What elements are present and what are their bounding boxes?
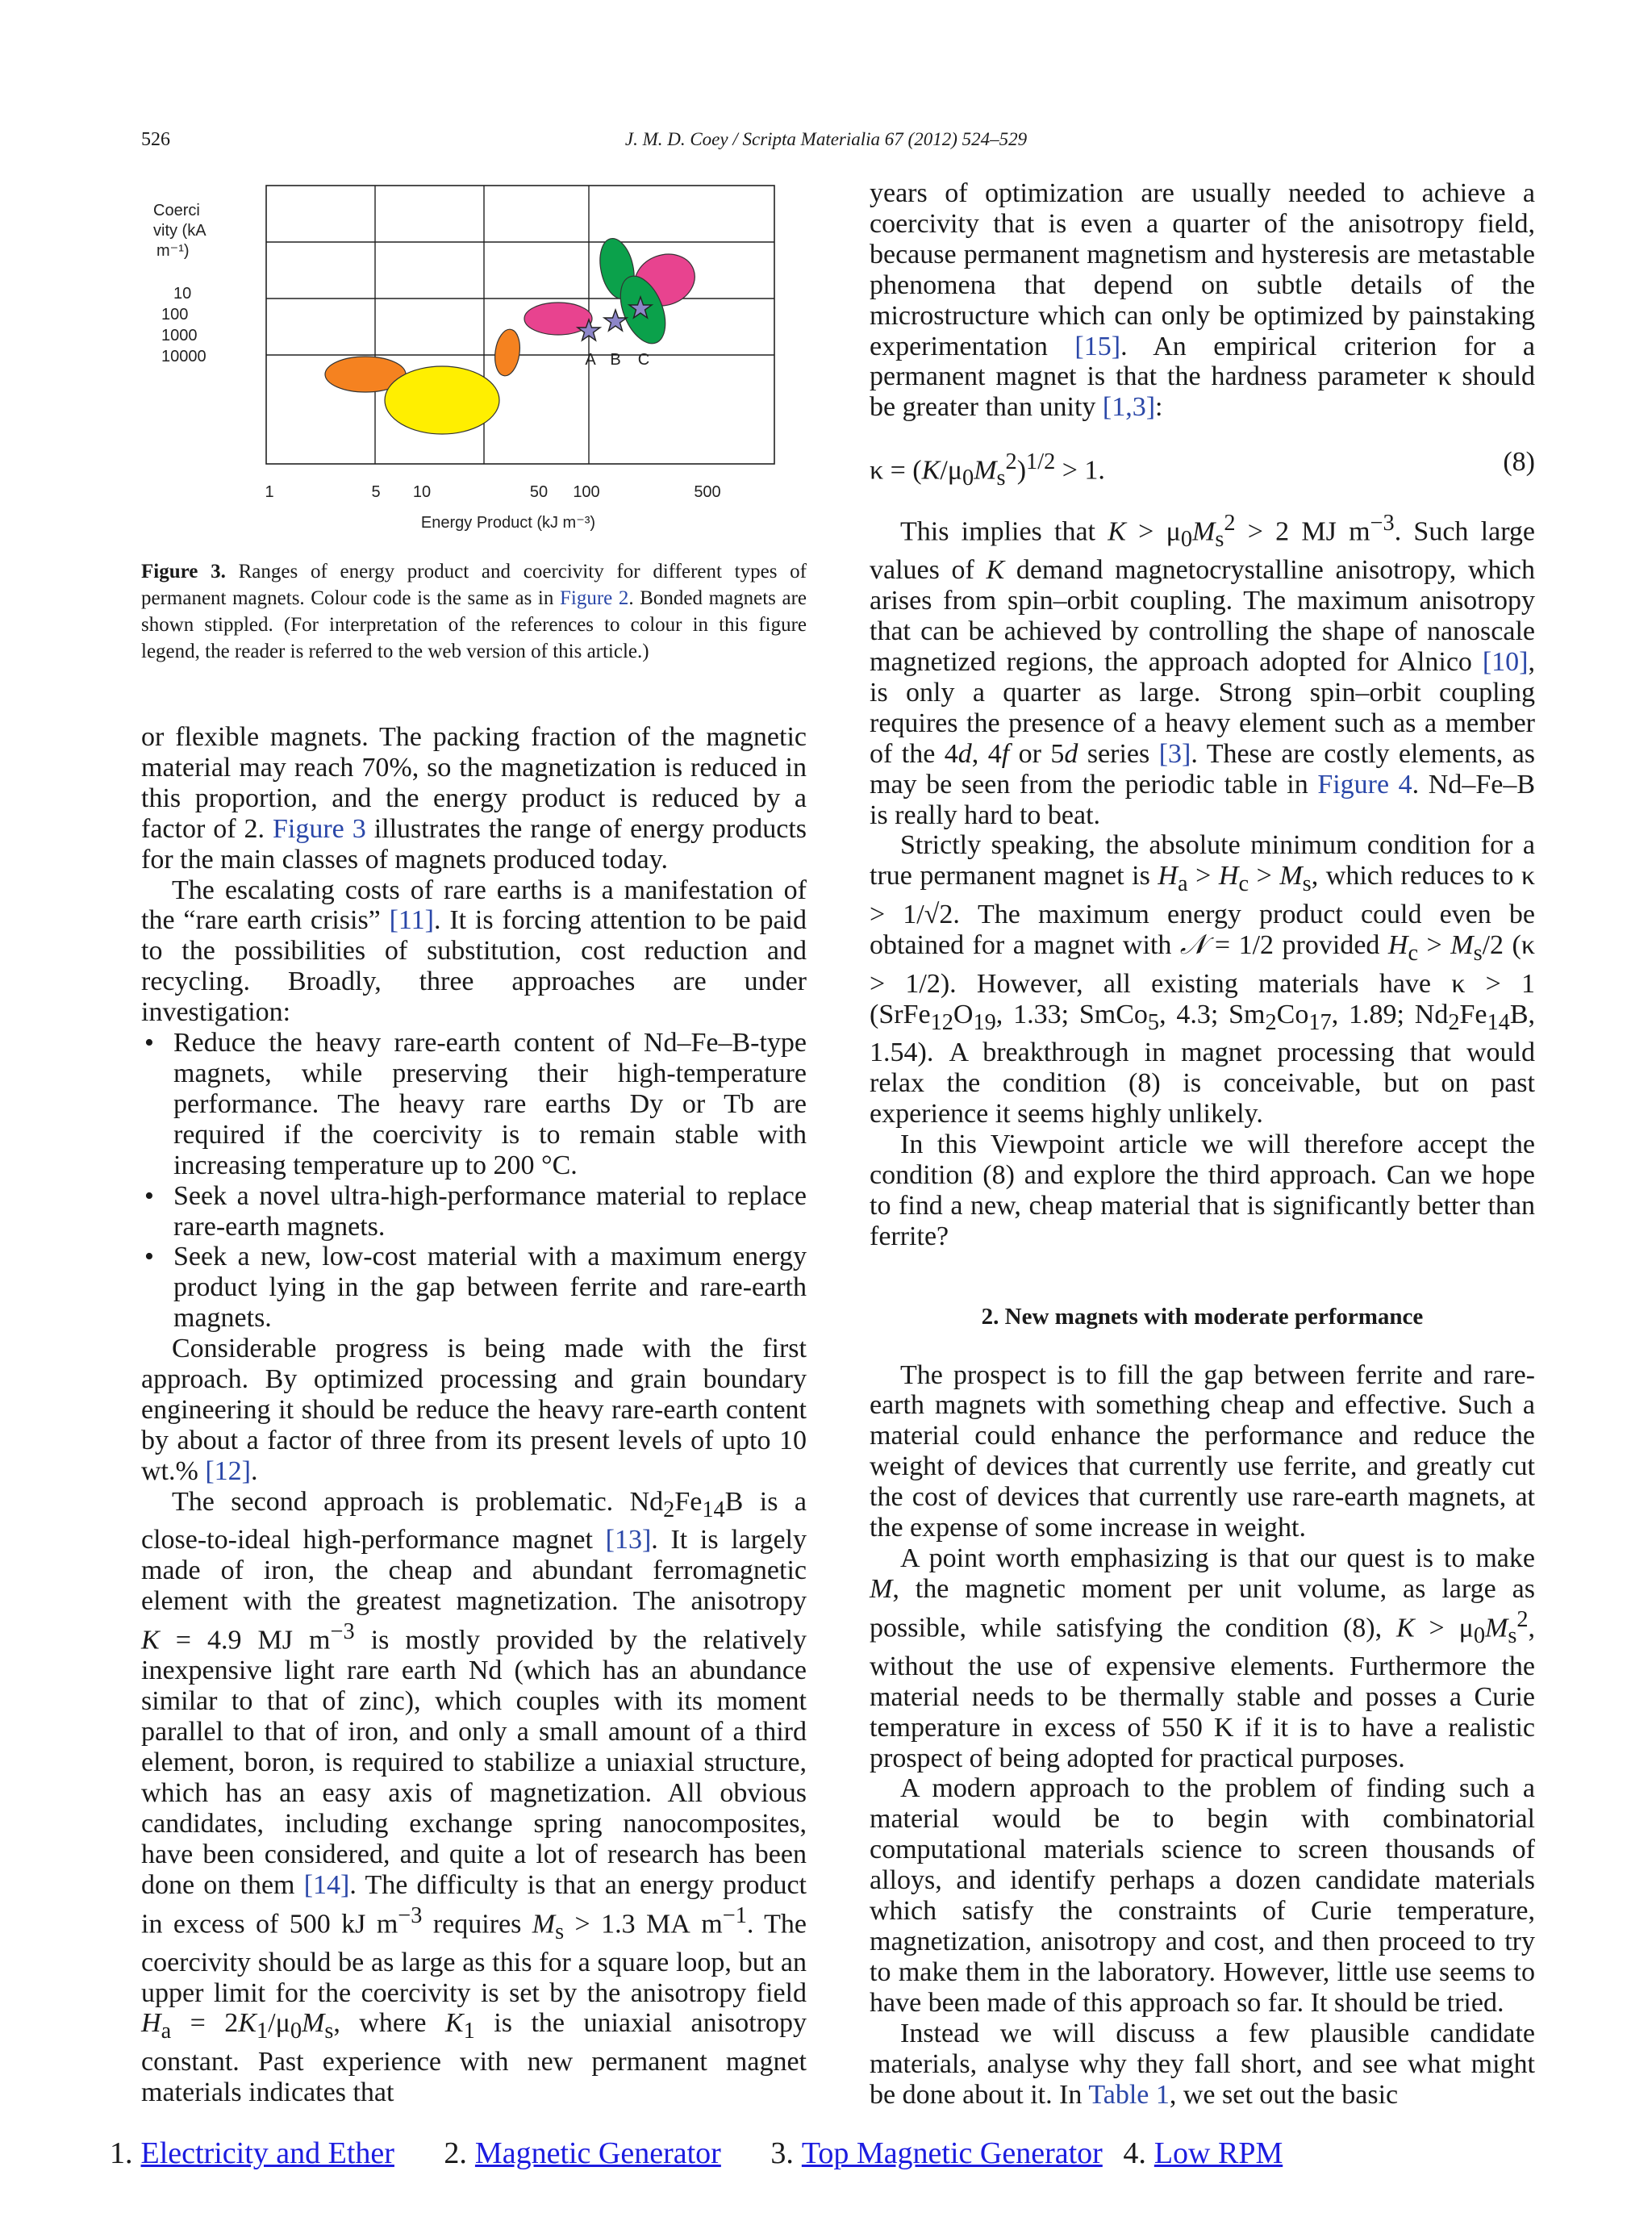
marker-label-b: B [610,351,621,369]
footer-link-electricity-and-ether[interactable]: Electricity and Ether [140,2136,394,2170]
y-axis-label-line: vity (kA [153,222,206,240]
y-axis-label-line: Coerci [153,202,200,219]
alnico-region [492,328,523,378]
list-item: • Seek a new, low-cost material with a maximum energy product lying in the gap between ferrite and rare-earth magnets. [141,1242,807,1334]
x-tick-label: 1 [265,483,274,501]
y-tick-label: 1000 [161,327,198,344]
list-item: • Reduce the heavy rare-earth content of Nd–Fe–B-type magnets, while preserving their high-temperature performance. The heavy rare earths Dy or Tb are required if the coercivity is to remain stable with increasing temperature up to 200 °C. [141,1028,807,1181]
x-tick-label: 50 [529,483,549,501]
paragraph: The escalating costs of rare earths is a manifestation of the “rare earth crisis” [11]. It is forcing attention to be paid to the possibilities of substitution, cost reduction and recycling. Broadly, three approaches are under investigation: [141,875,807,1028]
plot-frame [266,186,774,464]
x-tick-label: 5 [371,483,381,501]
figure-4-link[interactable]: Figure 4 [1317,769,1412,800]
paragraph: This implies that $K > \mu_0M_s^2 > 2$ MJ $m^{-3}$. Such large values of K demand magnetocrystalline anisotropy, which arises from spin–orbit coupling. The maximum anisotropy that can be achieved by controlling the shape of nanoscale magnetized regions, the approach adopted for Alnico [10], is only a quarter as large. Strong spin–orbit coupling requires the presence of a heavy element such as a member of the 4d, 4f or 5d series [3]. These are costly elements, as may be seen from the periodic table in Figure 4. Nd–Fe–B is really hard to beat. [870,511,1536,830]
footer-link-magnetic-generator[interactable]: Magnetic Generator [474,2136,721,2170]
ref-13-link[interactable]: [13] [605,1525,652,1555]
ref-11-link[interactable]: [11] [389,905,434,936]
page-number: 526 [141,129,170,150]
table-1-link[interactable]: Table 1 [1088,2079,1170,2110]
figure-3-caption: Figure 3. Ranges of energy product and coercivity for different types of permanent magnets. Colour code is the same as in Figure 2. Bonded magnets are shown stippled. (For interpretation of the references to colour in this figure legend, the reader is referred to the web version of this article.) [141,561,807,662]
equation-8 [870,447,1535,494]
figure-3-link[interactable]: Figure 3 [272,813,366,844]
x-tick-label: 100 [573,483,600,501]
section-heading: 2. New magnets with moderate performance [981,1303,1424,1330]
ref-3-link[interactable]: [3] [1158,738,1191,769]
caption-figure-2-link[interactable]: Figure 2 [559,587,629,609]
running-head: J. M. D. Coey / Scripta Materialia 67 (2012) 524–529 [624,129,1028,149]
footer-link-number: 4. [1123,2136,1146,2170]
ref-10-link[interactable]: [10] [1482,647,1529,678]
paragraph: A modern approach to the problem of finding such a material would be to begin with combinatorial computational materials science to screen thousands of alloys, and identify perhaps a dozen candidate materials which satisfy the constraints of Curie temperature, magnetization, anisotropy and cost, and then proceed to try to make them in the laboratory. However, little use seems to have been made of this approach so far. It should be tried. [870,1773,1535,2018]
caption-label: Figure 3. [141,561,226,582]
paragraph: Instead we will discuss a few plausible candidate materials, analyse why they fall short, and see what might be done about it. In Table 1, we set out the basic [870,2018,1535,2110]
left-column [141,722,807,2108]
y-tick-label: 10000 [161,348,206,365]
footer-link-bar [110,2136,1283,2171]
footer-link-number: 1. [110,2136,133,2170]
paragraph: The prospect is to fill the gap between ferrite and rare-earth magnets with something cheap and effective. Such a material could enhance the performance and reduce the weight of devices that currently use ferrite, and greatly cut the cost of devices that currently use rare-earth magnets, at the expense of some increase in weight. [870,1359,1535,1543]
x-tick-label: 10 [412,483,432,501]
marker-label-a: A [585,351,596,369]
footer-link-number: 2. [444,2136,467,2170]
ferrite-sintered-region [385,366,499,434]
ref-14-link[interactable]: [14] [303,1869,350,1900]
footer-link-number: 3. [770,2136,794,2170]
paragraph: or flexible magnets. The packing fraction of the magnetic material may reach 70%, so the magnetization is reduced in this proportion, and the energy product is reduced by a factor of 2. Figure 3 illustrates the range of energy products for the main classes of magnets produced today. [141,722,807,875]
x-axis-label: Energy Product (kJ m⁻³) [420,514,596,532]
paragraph: In this Viewpoint article we will therefore accept the condition (8) and explore the third approach. Can we hope to find a new, cheap material that is significantly better than ferrite? [870,1129,1535,1251]
paragraph: A point worth emphasizing is that our quest is to make M, the magnetic moment per unit volume, as large as possible, while satisfying the condition (8), $K > \mu_0M_s^2$, without the use of expensive elements. Furthermore the material needs to be thermally stable and posses a Curie temperature in excess of 550 K if it is to have a realistic prospect of being adopted for practical purposes. [870,1543,1536,1773]
y-axis-label-line: m⁻¹) [156,242,190,260]
y-tick-label: 100 [161,306,189,324]
footer-link-low-rpm[interactable]: Low RPM [1153,2136,1283,2170]
marker-label-c: C [637,351,650,369]
paragraph: years of optimization are usually needed to achieve a coercivity that is even a quarter of the anisotropy field, because permanent magnetism and hysteresis are metastable phenomena that depend on subtle details of the microstructure which can only be optimized by painstaking experimentation [15]. An empirical criterion for a permanent magnet is that the hardness parameter κ should be greater than unity [1,3]: [870,178,1535,423]
paragraph: Considerable progress is being made with the first approach. By optimized processing and grain boundary engineering it should be reduce the heavy rare-earth content by about a factor of three from its present levels of upto 10 wt.% [12]. [141,1334,807,1486]
paragraph: Strictly speaking, the absolute minimum condition for a true permanent magnet is $H_a > H_c > M_s$, which reduces to κ > 1/√2. The maximum energy product could even be obtained for a magnet with 𝒩 = 1/2 provided $H_c > M_s/2$ (κ > 1/2). However, all existing materials have κ > 1 ($SrFe_{12}O_{19}$, 1.33; SmCo$_5$, 4.3; $Sm_2Co_{17}$, 1.89; $Nd_2Fe_{14}B$, 1.54). A breakthrough in magnet processing that would relax the condition (8) is conceivable, but on past experience it seems highly unlikely. [870,830,1536,1129]
approach-list [141,1028,807,1334]
ref-12-link[interactable]: [12] [205,1455,251,1486]
x-tick-label: 500 [694,483,721,501]
equation-body: $\kappa = (K/\mu_0M_s^2)^{1/2} > 1$. [870,449,1105,491]
equation-number: (8) [1503,447,1535,478]
footer-link-top-magnetic-generator[interactable]: Top Magnetic Generator [801,2136,1103,2170]
y-tick-label: 10 [173,285,192,303]
ref-1-3-link[interactable]: [1,3] [1102,392,1156,423]
ref-15-link[interactable]: [15] [1074,331,1121,361]
figure-3-chart [137,177,815,541]
right-column [870,178,1535,2110]
paragraph: The second approach is problematic. $Nd_2Fe_{14}B$ is a close-to-ideal high-performance magnet [13]. It is largely made of iron, the cheap and abundant ferromagnetic element with the greatest magnetization. The anisotropy K = 4.9 MJ $m^{-3}$ is mostly provided by the relatively inexpensive light rare earth Nd (which has an abundance similar to that of zinc), which couples with its moment parallel to that of iron, and only a small amount of a third element, boron, is required to stabilize a uniaxial structure, which has an easy axis of magnetization. All obvious candidates, including exchange spring nanocomposites, have been considered, and quite a lot of research has been done on them [14]. The difficulty is that an energy product in excess of 500 kJ $m^{-3}$ requires $M_s > 1.3$ MA $m^{-1}$. The coercivity should be as large as this for a square loop, but an upper limit for the coercivity is set by the anisotropy field $H_a = 2K_1/\mu_0M_s$, where $K_1$ is the uniaxial anisotropy constant. Past experience with new permanent magnet materials indicates that [141,1486,807,2108]
list-item: • Seek a novel ultra-high-performance material to replace rare-earth magnets. [141,1181,807,1242]
